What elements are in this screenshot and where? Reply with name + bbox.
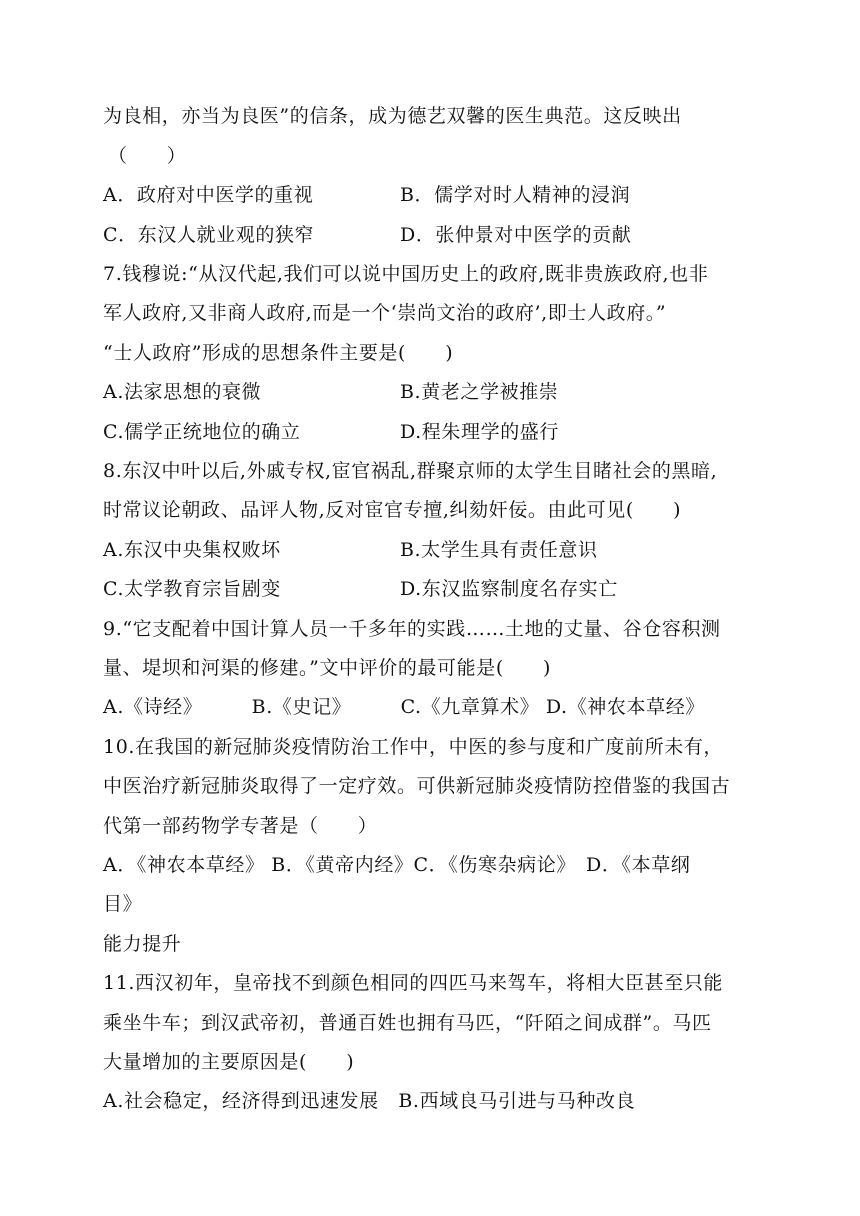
- q9-stem-line-2: 量、堤坝和河渠的修建。”文中评价的最可能是( ): [103, 657, 552, 679]
- q7-option-d: D.程朱理学的盛行: [400, 421, 559, 443]
- section-heading: 能力提升: [103, 933, 182, 955]
- q6-answer-blank: （ ）: [108, 145, 187, 167]
- q8-stem-line-1: 8.东汉中叶以后,外戚专权,宦官祸乱,群聚京师的太学生目睹社会的黑暗,: [103, 460, 718, 482]
- q6-option-a: A．政府对中医学的重视: [103, 184, 314, 206]
- q8-option-b: B.太学生具有责任意识: [400, 539, 598, 561]
- q6-option-b: B．儒学对时人精神的浸润: [400, 184, 631, 206]
- q10-stem-line-1: 10.在我国的新冠肺炎疫情防治工作中，中医的参与度和广度前所未有，: [103, 736, 724, 758]
- q6-option-d: D．张仲景对中医学的贡献: [400, 224, 632, 246]
- q6-option-c: C．东汉人就业观的狭窄: [103, 224, 315, 246]
- q7-option-a: A.法家思想的衰微: [103, 381, 262, 403]
- q8-stem-line-2: 时常议论朝政、品评人物,反对宦官专擅,纠劾奸佞。由此可见( ): [103, 499, 682, 521]
- q7-option-c: C.儒学正统地位的确立: [103, 421, 301, 443]
- q6-stem-tail: 为良相，亦当为良医”的信条，成为德艺双馨的医生典范。这反映出: [103, 105, 682, 127]
- q10-stem-line-2: 中医治疗新冠肺炎取得了一定疗效。可供新冠肺炎疫情防控借鉴的我国古: [103, 775, 731, 797]
- q9-stem-line-1: 9.“它支配着中国计算人员一千多年的实践……土地的丈量、谷仓容积测: [103, 618, 721, 640]
- q10-options: A．《神农本草经》 B．《黄帝内经》C．《伤寒杂病论》 D．《本草纲: [103, 854, 691, 876]
- q8-option-d: D.东汉监察制度名存实亡: [400, 578, 618, 600]
- q10-options-wrap: 目》: [103, 893, 143, 915]
- q10-stem-line-3: 代第一部药物学专著是（ ）: [103, 815, 378, 837]
- q11-options: A.社会稳定，经济得到迅速发展 B.西域良马引进与马种改良: [103, 1090, 636, 1112]
- q8-option-a: A.东汉中央集权败坏: [103, 539, 281, 561]
- q7-stem-line-2: 军人政府,又非商人政府,而是一个‘崇尚文治的政府’,即士人政府。”: [103, 302, 667, 324]
- q9-options: A.《诗经》 B.《史记》 C.《九章算术》 D.《神农本草经》: [103, 696, 705, 718]
- q11-stem-line-3: 大量增加的主要原因是( ): [103, 1051, 355, 1073]
- q8-option-c: C.太学教育宗旨剧变: [103, 578, 281, 600]
- q11-stem-line-1: 11.西汉初年，皇帝找不到颜色相同的四匹马来驾车，将相大臣甚至只能: [103, 972, 724, 994]
- q11-stem-line-2: 乘坐牛车；到汉武帝初，普通百姓也拥有马匹，“阡陌之间成群”。马匹: [103, 1012, 712, 1034]
- q7-option-b: B.黄老之学被推崇: [400, 381, 559, 403]
- q7-stem-line-1: 7.钱穆说:“从汉代起,我们可以说中国历史上的政府,既非贵族政府,也非: [103, 263, 709, 285]
- q7-stem-line-3: “士人政府”形成的思想条件主要是( ): [103, 342, 454, 364]
